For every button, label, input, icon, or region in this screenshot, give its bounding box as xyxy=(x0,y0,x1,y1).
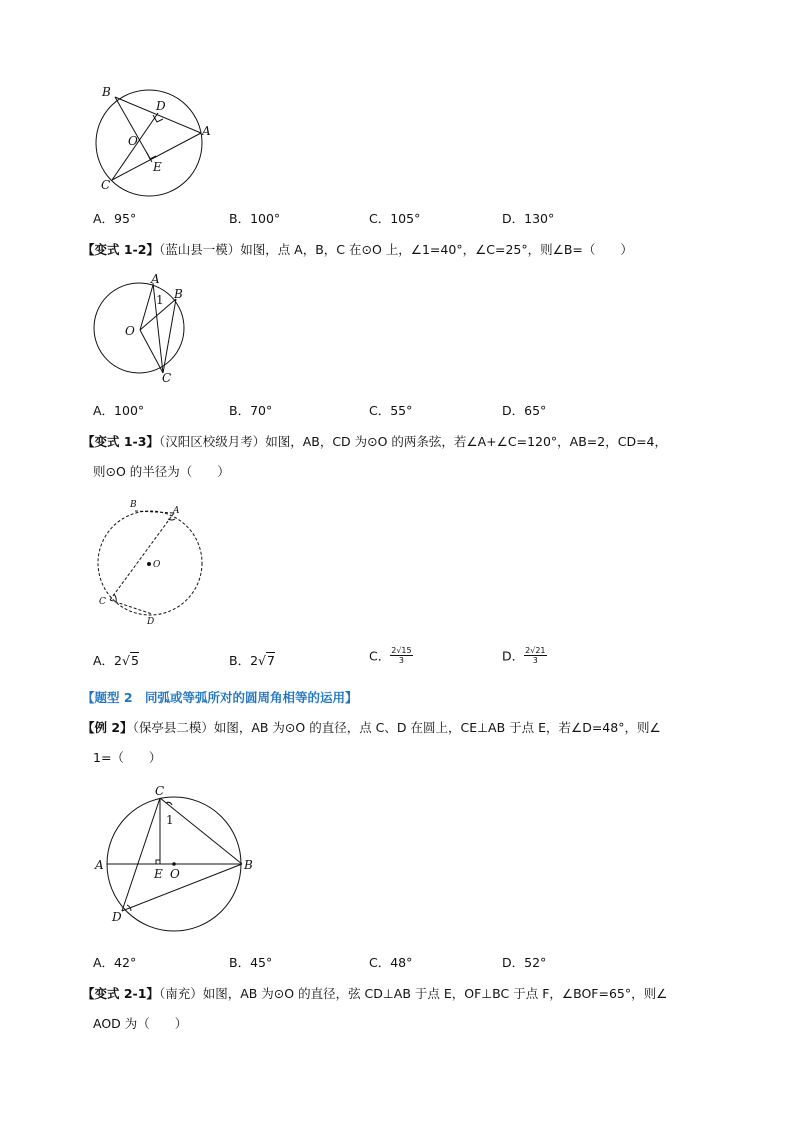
q3-option-a-radical: √5 xyxy=(122,653,139,668)
q1-option-d[interactable]: D．130° xyxy=(502,211,555,226)
ex2-option-d[interactable]: D．52° xyxy=(502,955,547,970)
fig4-label-d: D xyxy=(112,910,122,924)
fig2-label-c: C xyxy=(162,371,172,385)
q3-option-c-denominator: 3 xyxy=(398,656,404,665)
q3-option-d-prefix: D． xyxy=(502,648,525,664)
q5-text-1: （南充）如图，AB 为⊙O 的直径，弦 CD⊥AB 于点 E，OF⊥BC 于点 F，∠BOF=65°，则∠ xyxy=(158,986,668,1001)
fig4-label-a: A xyxy=(95,858,104,872)
fig3-label-a: A xyxy=(173,506,180,516)
q2-option-d[interactable]: D．65° xyxy=(502,403,547,418)
fig2-label-a: A xyxy=(151,272,160,286)
q3-tag: 【变式 1-3】 xyxy=(82,434,159,449)
q3-option-c-prefix: C． xyxy=(369,648,391,664)
q5-tag: 【变式 2-1】 xyxy=(82,986,159,1001)
q1-option-b[interactable]: B．100° xyxy=(229,211,281,226)
fig1-label-c: C xyxy=(101,178,111,192)
figure-4 xyxy=(92,783,262,933)
q5-stem-line2: AOD 为（ ） xyxy=(93,1016,188,1031)
q2-option-b[interactable]: B．70° xyxy=(229,403,273,418)
ex2-tag: 【例 2】 xyxy=(82,720,133,735)
figure-1 xyxy=(90,85,220,195)
fig1-label-o: O xyxy=(128,134,138,148)
fig2-label-b: B xyxy=(174,287,183,301)
fig1-label-d: D xyxy=(156,99,166,113)
q5-stem-line1 xyxy=(82,984,667,1004)
fig4-label-o: O xyxy=(170,867,180,881)
q2-tag: 【变式 1-2】 xyxy=(82,242,159,257)
q3-option-c[interactable] xyxy=(369,646,413,665)
fig4-label-e: E xyxy=(154,867,163,881)
fig1-label-e: E xyxy=(153,160,162,174)
fig4-label-1: 1 xyxy=(166,813,174,827)
q2-text: （蓝山县一模）如图，点 A，B，C 在⊙O 上，∠1=40°，∠C=25°，则∠B=（ ） xyxy=(158,242,633,257)
ex2-stem-line2: 1=（ ） xyxy=(93,750,162,765)
fig3-label-c: C xyxy=(99,597,106,607)
q3-option-d-numerator: 2√21 xyxy=(525,646,546,655)
q3-stem-line1 xyxy=(82,432,667,452)
ex2-text-1: （保亭县二模）如图，AB 为⊙O 的直径，点 C、D 在圆上，CE⊥AB 于点 E，若∠D=48°，则∠ xyxy=(132,720,661,735)
section-heading: 【题型 2 同弧或等弧所对的圆周角相等的运用】 xyxy=(82,690,358,705)
fig4-label-b: B xyxy=(244,858,253,872)
q1-option-c[interactable]: C．105° xyxy=(369,211,421,226)
fig2-label-1: 1 xyxy=(156,293,164,307)
q3-option-b-radicand: 7 xyxy=(267,653,275,668)
ex2-option-c[interactable]: C．48° xyxy=(369,955,413,970)
q2-option-a[interactable]: A．100° xyxy=(93,403,145,418)
figure-3 xyxy=(92,497,212,627)
ex2-option-b[interactable]: B．45° xyxy=(229,955,273,970)
q3-option-d[interactable] xyxy=(502,646,547,665)
figure-2 xyxy=(90,273,200,383)
fig3-label-d: D xyxy=(147,617,155,627)
q2-option-c[interactable]: C．55° xyxy=(369,403,413,418)
q3-option-c-numerator: 2√15 xyxy=(391,646,412,655)
q3-option-d-fraction xyxy=(524,646,546,665)
q3-stem-line2: 则⊙O 的半径为（ ） xyxy=(93,464,230,479)
ex2-stem-line1 xyxy=(82,718,661,738)
q3-option-a-radicand: 5 xyxy=(130,653,139,668)
fig2-label-o: O xyxy=(125,324,135,338)
q1-option-a[interactable]: A．95° xyxy=(93,211,137,226)
q3-option-c-fraction xyxy=(390,646,412,665)
q3-option-a[interactable] xyxy=(93,651,139,669)
fig3-label-o: O xyxy=(153,560,161,570)
fig1-label-b: B xyxy=(102,85,111,99)
q2-stem xyxy=(82,240,633,260)
q3-option-a-prefix: A．2 xyxy=(93,653,123,668)
q3-option-b[interactable] xyxy=(229,651,275,669)
fig3-label-b: B xyxy=(130,500,137,510)
q3-option-d-denominator: 3 xyxy=(532,656,538,665)
fig1-label-a: A xyxy=(202,124,211,138)
q3-text-1: （汉阳区校级月考）如图，AB，CD 为⊙O 的两条弦，若∠A+∠C=120°，AB=2，CD=4， xyxy=(158,434,668,449)
q3-option-b-radical: √7 xyxy=(258,653,275,668)
ex2-option-a[interactable]: A．42° xyxy=(93,955,137,970)
q3-option-b-prefix: B．2 xyxy=(229,653,259,668)
fig4-label-c: C xyxy=(155,784,165,798)
